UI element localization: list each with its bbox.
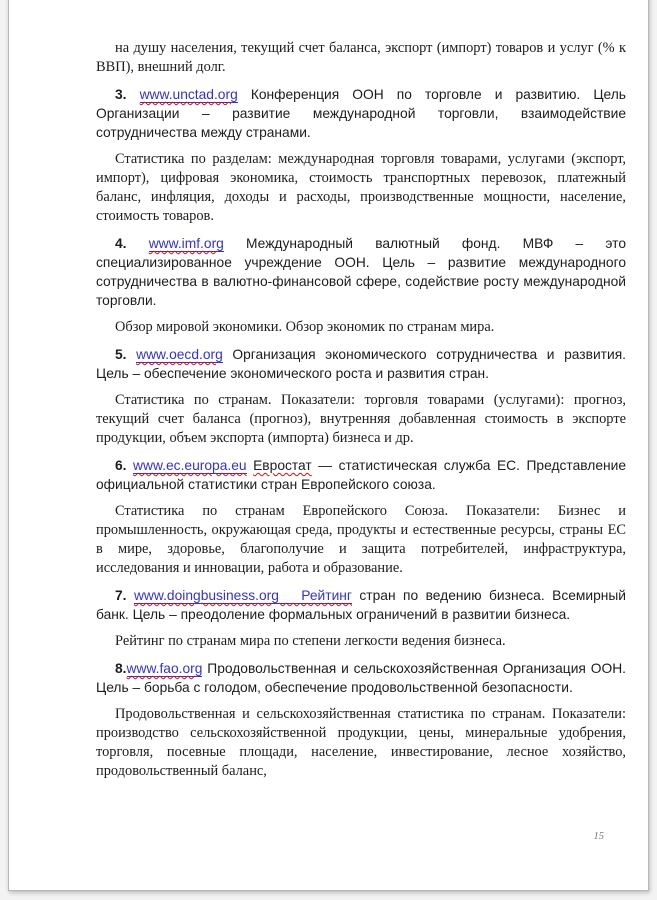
document-page xyxy=(8,0,649,891)
text-run: Статистика по странам. Показатели: торговля товарами (услугами): прогноз, текущий счет баланса (прогноз), внутренняя добавленная стоимость в экспорте продукции, объем экспорта (импорта) бизнеса и др. xyxy=(96,392,626,446)
text-run: Организация экономического сотрудничества и развития. Цель – обеспечение экономического роста и развития стран. xyxy=(96,347,626,381)
hyperlink-text: www.doingbusiness.org Рейтинг xyxy=(133,588,352,603)
page-number: 15 xyxy=(593,831,604,842)
list-number: 5. xyxy=(115,347,137,362)
hyperlink[interactable] xyxy=(134,588,352,604)
paragraph xyxy=(96,705,626,781)
text-run: Рейтинг по странам мира по степени легкости ведения бизнеса. xyxy=(115,633,506,649)
text-run: Евростат xyxy=(253,458,312,473)
list-number: 3. xyxy=(115,87,140,102)
paragraph xyxy=(96,150,626,226)
paragraph xyxy=(96,586,626,624)
text-run: Конференция ООН по торговле и развитию. Цель Организации – развитие международной торговли, взаимодействие сотрудничества между странами. xyxy=(96,87,626,140)
hyperlink-text: www.fao.org xyxy=(126,661,203,676)
hyperlink-text: www.imf.org xyxy=(148,236,224,251)
page-content xyxy=(96,39,626,789)
text-run: Продовольственная и сельскохозяйственная статистика по странам. Показатели: производство сельскохозяйственной продукции, цены, минеральные удобрения, торговля, посевные площади, население, инвестирование, лесное хозяйство, продовольственный баланс, xyxy=(96,706,626,779)
paragraph xyxy=(96,659,626,697)
paragraph xyxy=(96,345,626,383)
text-run: на душу населения, текущий счет баланса, экспорт (импорт) товаров и услуг (% к ВВП), внешний долг. xyxy=(96,40,626,75)
hyperlink[interactable] xyxy=(133,458,247,474)
paragraph xyxy=(96,318,626,337)
paragraph xyxy=(96,391,626,448)
hyperlink[interactable] xyxy=(149,236,224,252)
list-number: 7. xyxy=(115,588,134,603)
hyperlink-text: www.oecd.org xyxy=(136,347,223,362)
hyperlink-text: www.unctad.org xyxy=(139,87,238,102)
text-run: Продовольственная и сельскохозяйственная Организация ООН. Цель – борьба с голодом, обеспечение продовольственной безопасности. xyxy=(96,661,626,695)
paragraph xyxy=(96,234,626,310)
text-run: — статистическая служба ЕС. Представление официальной статистики стран Европейского союза. xyxy=(96,458,626,492)
list-number: 6. xyxy=(115,458,134,473)
hyperlink[interactable] xyxy=(136,347,223,363)
text-run: Статистика по разделам: международная торговля товарами, услугами (экспорт, импорт), цифровая экономика, стоимость транспортных перевозок, платежный баланс, инфляция, доходы и расходы, производственные мощности, население, стоимость товаров. xyxy=(96,151,626,224)
paragraph xyxy=(96,502,626,578)
list-number: 8. xyxy=(115,661,127,676)
hyperlink[interactable] xyxy=(127,661,203,677)
text-run: стран по ведению бизнеса. Всемирный банк. Цель – преодоление формальных ограничений в развитии бизнеса. xyxy=(96,588,626,622)
hyperlink[interactable] xyxy=(140,87,238,103)
paragraph xyxy=(96,456,626,494)
text-run: Международный валютный фонд. МВФ – это специализированное учреждение ООН. Цель – развитие международного сотрудничества в валютно-финансовой сфере, содействие росту международной торговли. xyxy=(96,236,626,308)
paragraph xyxy=(96,39,626,77)
text-run: Обзор мировой экономики. Обзор экономик по странам мира. xyxy=(115,319,495,335)
hyperlink-text: www.ec.europa.eu xyxy=(133,458,247,473)
paragraph xyxy=(96,632,626,651)
text-run: Статистика по странам Европейского Союза. Показатели: Бизнес и промышленность, окружающая среда, продукты и естественные ресурсы, страны ЕС в мире, здоровье, благополучие и защита потребителей, инфраструктура, исследования и инновации, работа и образование. xyxy=(96,503,626,576)
list-number: 4. xyxy=(115,236,149,251)
paragraph xyxy=(96,85,626,142)
